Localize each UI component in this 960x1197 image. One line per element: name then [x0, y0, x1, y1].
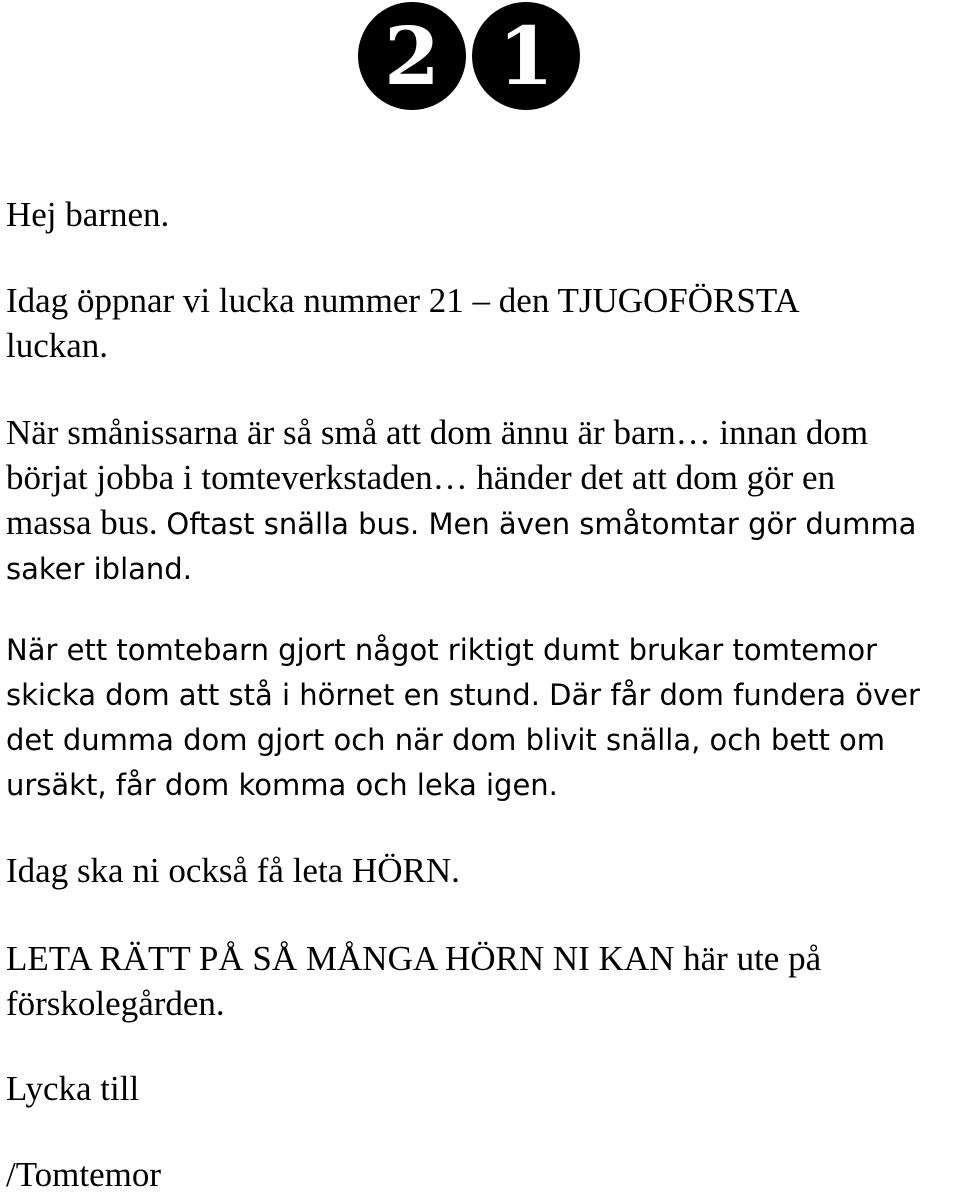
rule-line: skicka dom att stå i hörnet en stund. Där får dom fundera över	[6, 678, 920, 712]
story-line-serif-part: massa bus.	[6, 503, 167, 542]
story-line: När smånissarna är så små att dom ännu är barn… innan dom	[6, 413, 869, 452]
digit-badge-2: 2	[358, 2, 466, 110]
signature: /Tomtemor	[6, 1155, 162, 1194]
closing: Lycka till	[6, 1069, 140, 1108]
intro-line: luckan.	[6, 326, 109, 365]
intro-line: Idag öppnar vi lucka nummer 21 – den TJUGOFÖRSTA	[6, 281, 800, 320]
story-line: saker ibland.	[6, 552, 192, 586]
day-number-badges	[358, 2, 580, 110]
story-line	[6, 500, 946, 547]
task-sentence: Idag ska ni också få leta HÖRN.	[6, 851, 460, 890]
digit-badge-1: 1	[472, 2, 580, 110]
rule-line: det dumma dom gjort och när dom blivit snälla, och bett om	[6, 723, 886, 757]
greeting: Hej barnen.	[6, 195, 170, 234]
story-paragraph	[6, 410, 946, 592]
rule-line: ursäkt, får dom komma och leka igen.	[6, 768, 558, 802]
instruction-paragraph	[6, 936, 946, 1026]
instruction-line: LETA RÄTT PÅ SÅ MÅNGA HÖRN NI KAN här ute på	[6, 939, 822, 978]
rule-line: När ett tomtebarn gjort något riktigt dumt brukar tomtemor	[6, 633, 878, 667]
intro-paragraph	[6, 278, 946, 368]
story-line-sans-part: Oftast snälla bus. Men även småtomtar gör dumma	[166, 507, 917, 541]
instruction-line: förskolegården.	[6, 984, 225, 1023]
story-line: börjat jobba i tomteverkstaden… händer det att dom gör en	[6, 458, 836, 497]
rule-paragraph	[6, 628, 946, 808]
